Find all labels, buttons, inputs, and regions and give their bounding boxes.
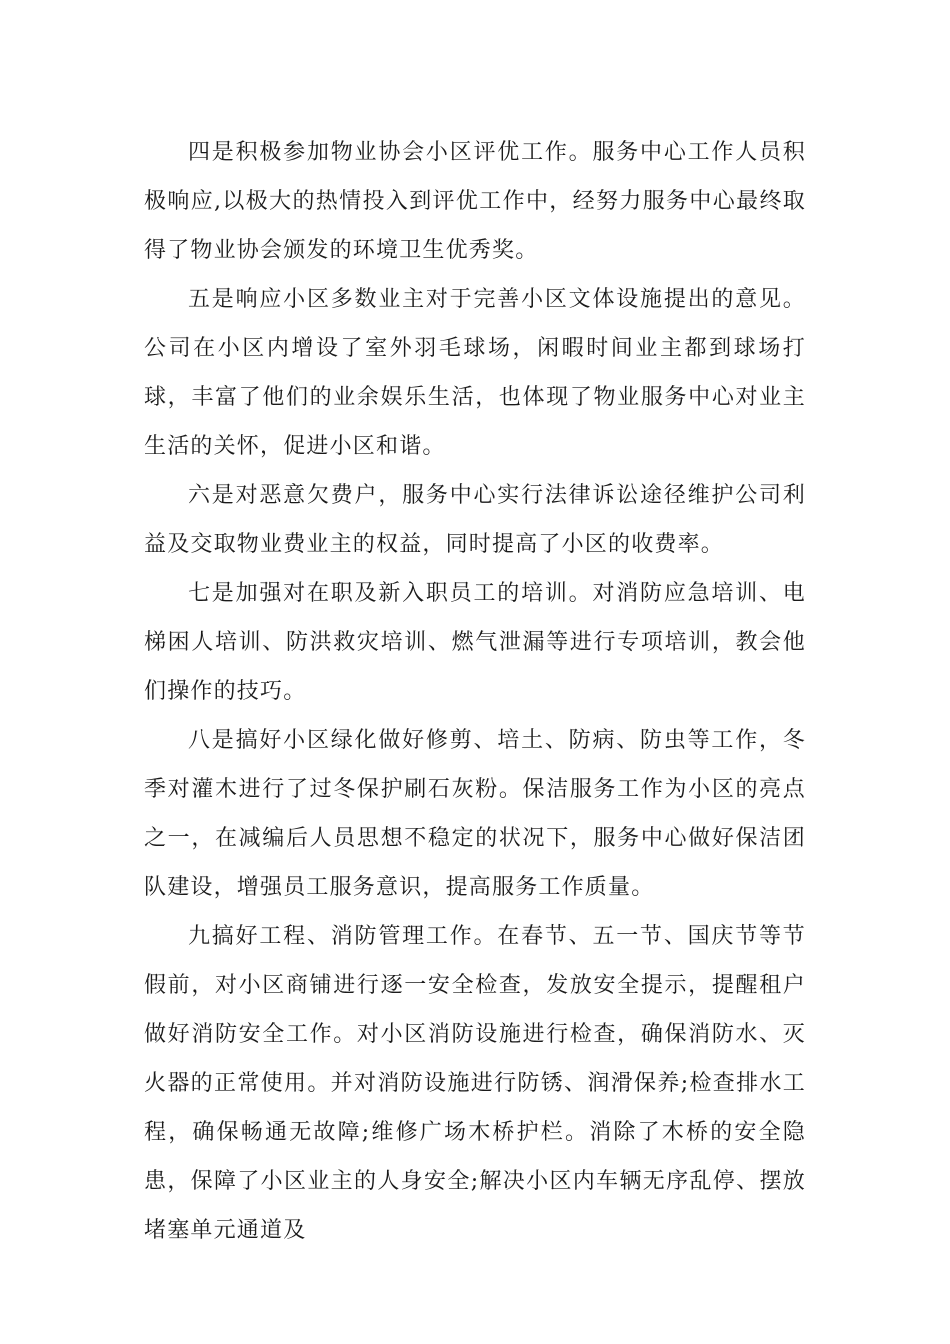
paragraph-four: 四是积极参加物业协会小区评优工作。服务中心工作人员积极响应,以极大的热情投入到评优工作中，经努力服务中心最终取得了物业协会颁发的环境卫生优秀奖。 xyxy=(144,140,806,263)
paragraph-seven: 七是加强对在职及新入职员工的培训。对消防应急培训、电梯困人培训、防洪救灾培训、燃气泄漏等进行专项培训，教会他们操作的技巧。 xyxy=(144,581,806,704)
paragraph-five: 五是响应小区多数业主对于完善小区文体设施提出的意见。公司在小区内增设了室外羽毛球场，闲暇时间业主都到球场打球，丰富了他们的业余娱乐生活，也体现了物业服务中心对业主生活的关怀，促进小区和谐。 xyxy=(144,287,806,459)
paragraph-six: 六是对恶意欠费户，服务中心实行法律诉讼途径维护公司利益及交取物业费业主的权益，同时提高了小区的收费率。 xyxy=(144,483,806,557)
paragraph-nine: 九搞好工程、消防管理工作。在春节、五一节、国庆节等节假前，对小区商铺进行逐一安全检查，发放安全提示，提醒租户做好消防安全工作。对小区消防设施进行检查，确保消防水、灭火器的正常使用。并对消防设施进行防锈、润滑保养;检查排水工程，确保畅通无故障;维修广场木桥护栏。消除了木桥的安全隐患，保障了小区业主的人身安全;解决小区内车辆无序乱停、摆放堵塞单元通道及 xyxy=(144,924,806,1243)
document-body xyxy=(144,128,806,1255)
paragraph-eight: 八是搞好小区绿化做好修剪、培土、防病、防虫等工作，冬季对灌木进行了过冬保护刷石灰粉。保洁服务工作为小区的亮点之一，在减编后人员思想不稳定的状况下，服务中心做好保洁团队建设，增强员工服务意识，提高服务工作质量。 xyxy=(144,728,806,900)
